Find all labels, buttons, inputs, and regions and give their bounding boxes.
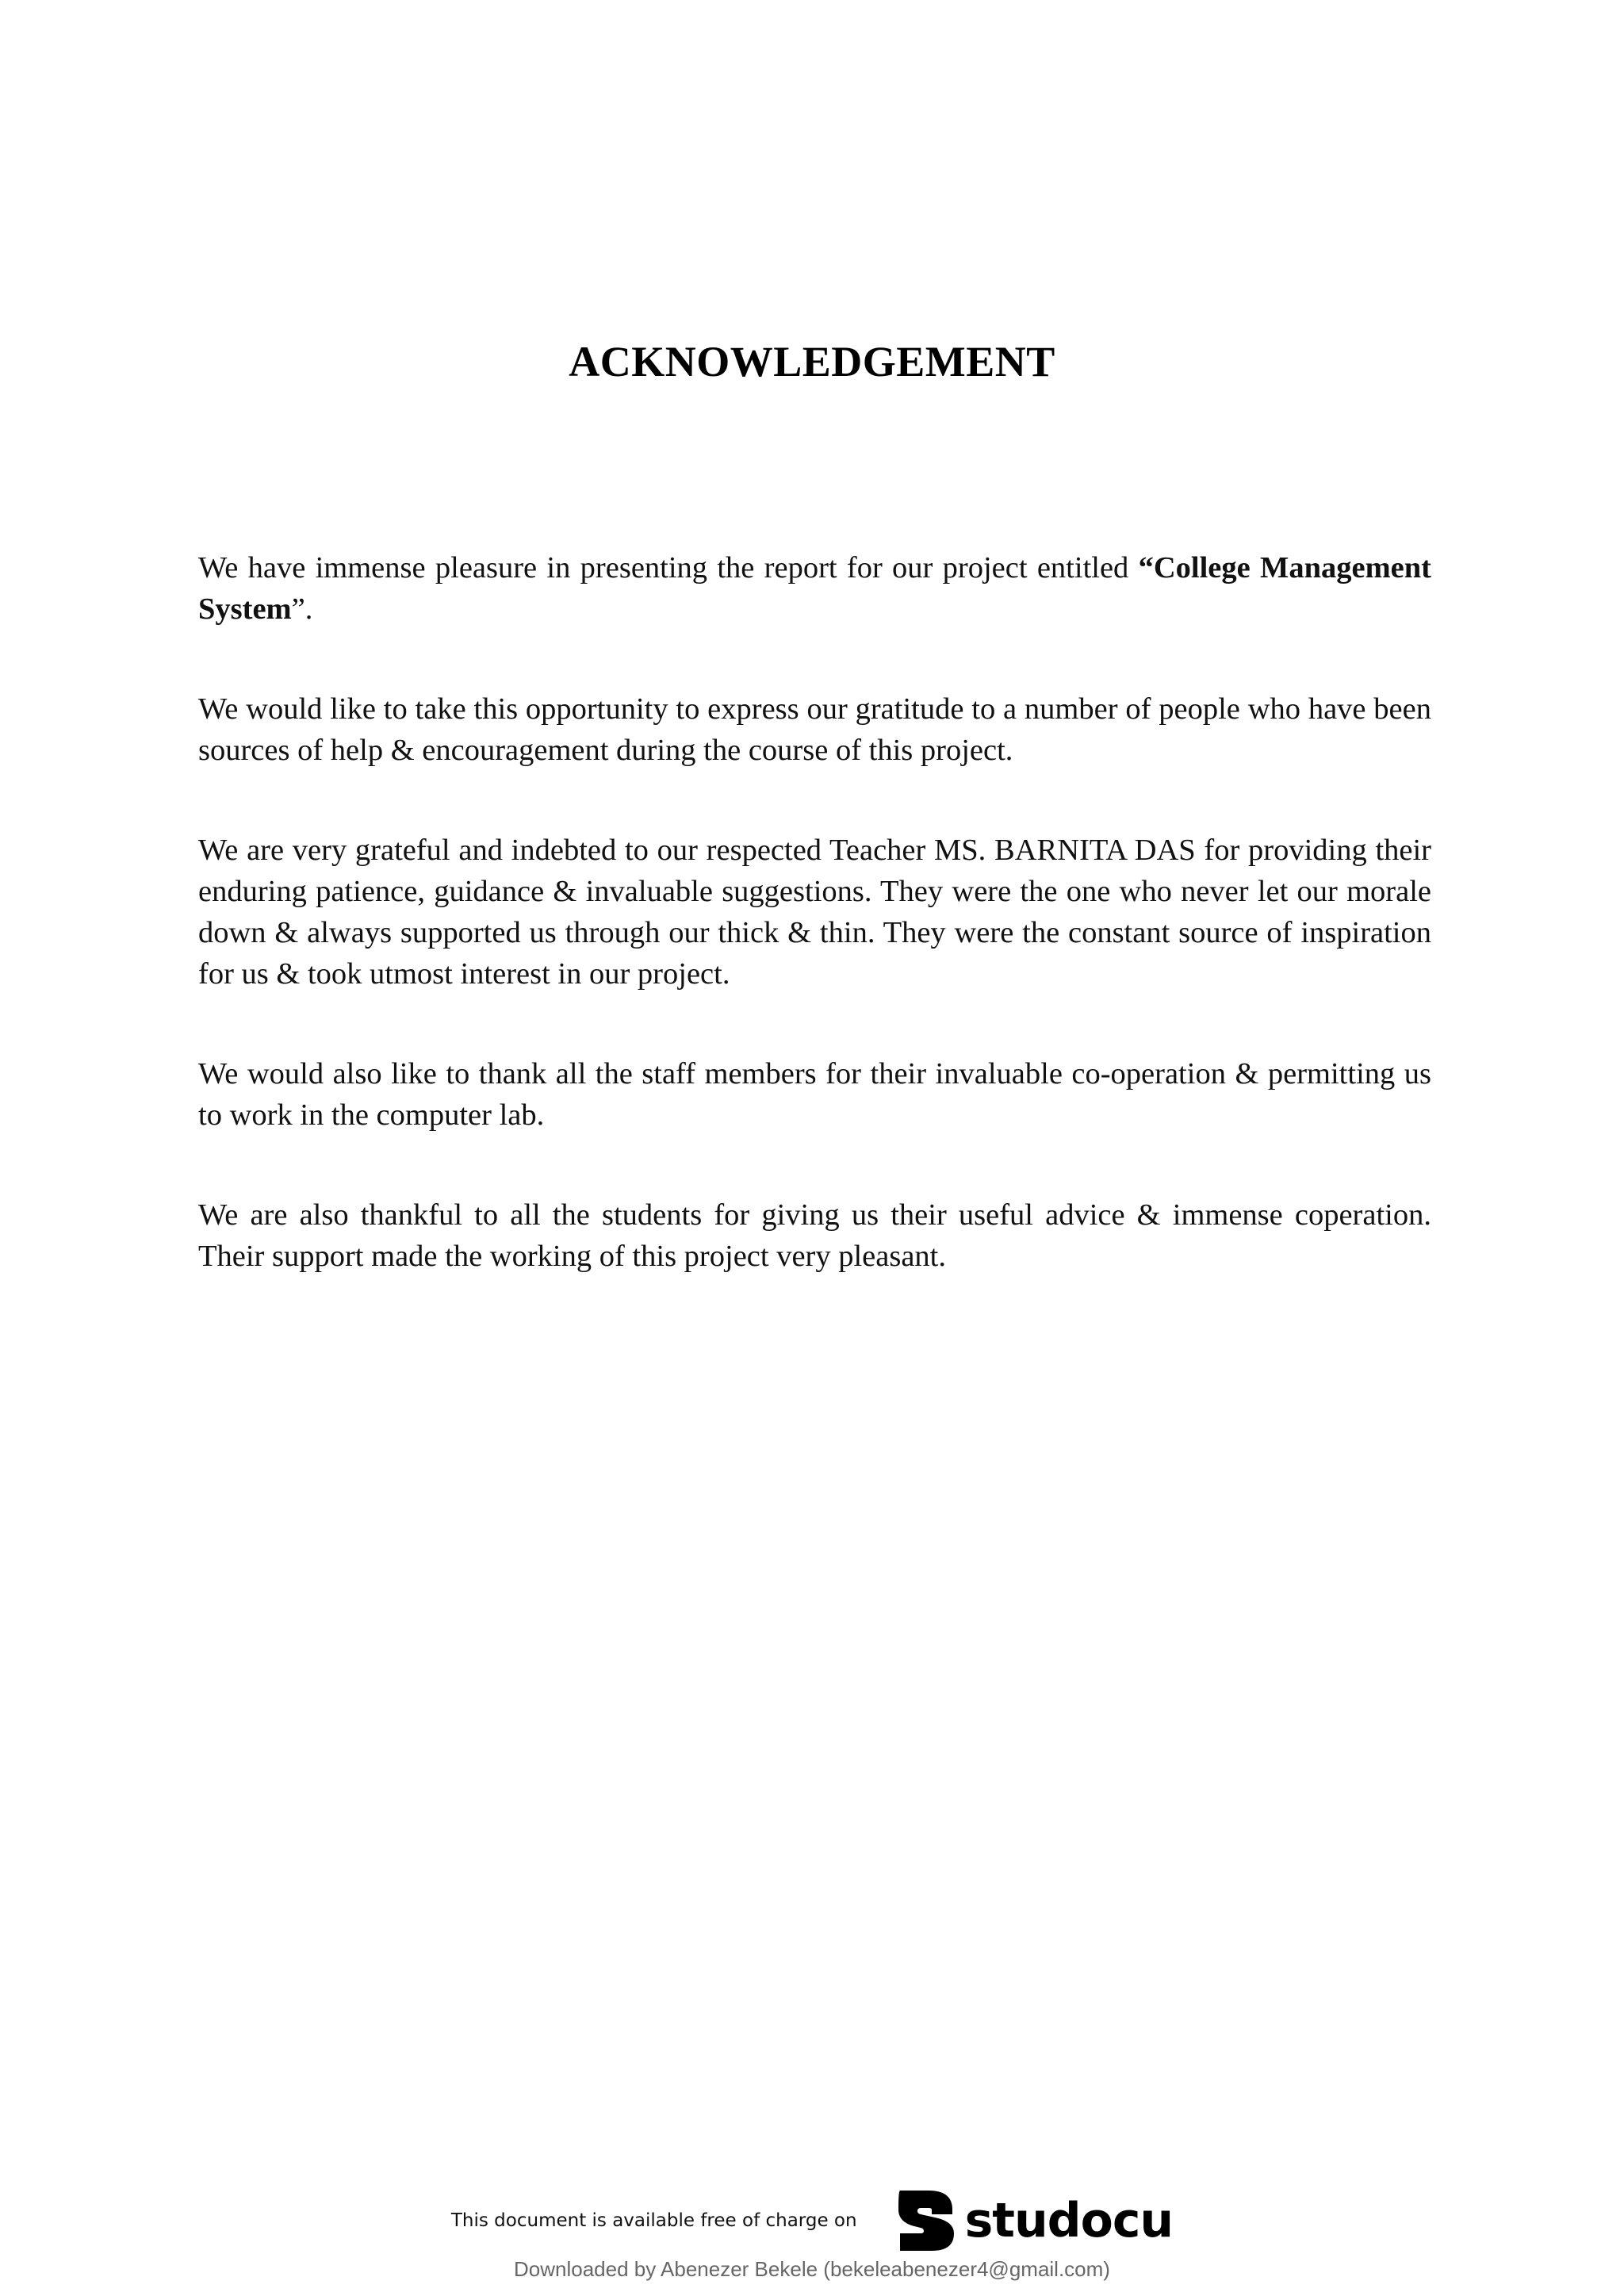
paragraph-3: We are very grateful and indebted to our respected Teacher MS. BARNITA DAS for providing their enduring patience, guidance & invaluable suggestions. They were the one who never let our morale down & always supported us through our thick & thin. They were the constant source of inspiration for us & took utmost interest in our project. bbox=[198, 834, 1431, 991]
studocu-brand-link[interactable] bbox=[894, 2187, 1174, 2254]
studocu-logo-icon bbox=[894, 2187, 959, 2254]
footer-available-text: This document is available free of charge on bbox=[450, 2210, 857, 2231]
document-body bbox=[198, 547, 1431, 1336]
paragraph-4: We would also like to thank all the staff members for their invaluable co-operation & permitting us to work in the computer lab. bbox=[198, 1057, 1431, 1132]
paragraph-5: We are also thankful to all the students for giving us their useful advice & immense coperation. Their support made the working of this project very pleasant. bbox=[198, 1198, 1431, 1273]
paragraph-1-lead: We have immense pleasure in presenting the report for our project entitled bbox=[198, 551, 1139, 585]
project-title: “College Management System bbox=[198, 551, 1431, 626]
downloaded-by-text: Downloaded by Abenezer Bekele (bekeleabenezer4@gmail.com) bbox=[514, 2257, 1110, 2281]
paragraph-2: We would like to take this opportunity to express our gratitude to a number of people who have been sources of help & encouragement during the course of this project. bbox=[198, 692, 1431, 767]
paragraph-1-tail: ”. bbox=[291, 592, 313, 626]
studocu-brand-name: studocu bbox=[964, 2193, 1174, 2248]
page-title: ACKNOWLEDGEMENT bbox=[569, 338, 1055, 385]
paragraph-1 bbox=[198, 547, 1431, 630]
footer-banner bbox=[0, 2187, 1624, 2254]
